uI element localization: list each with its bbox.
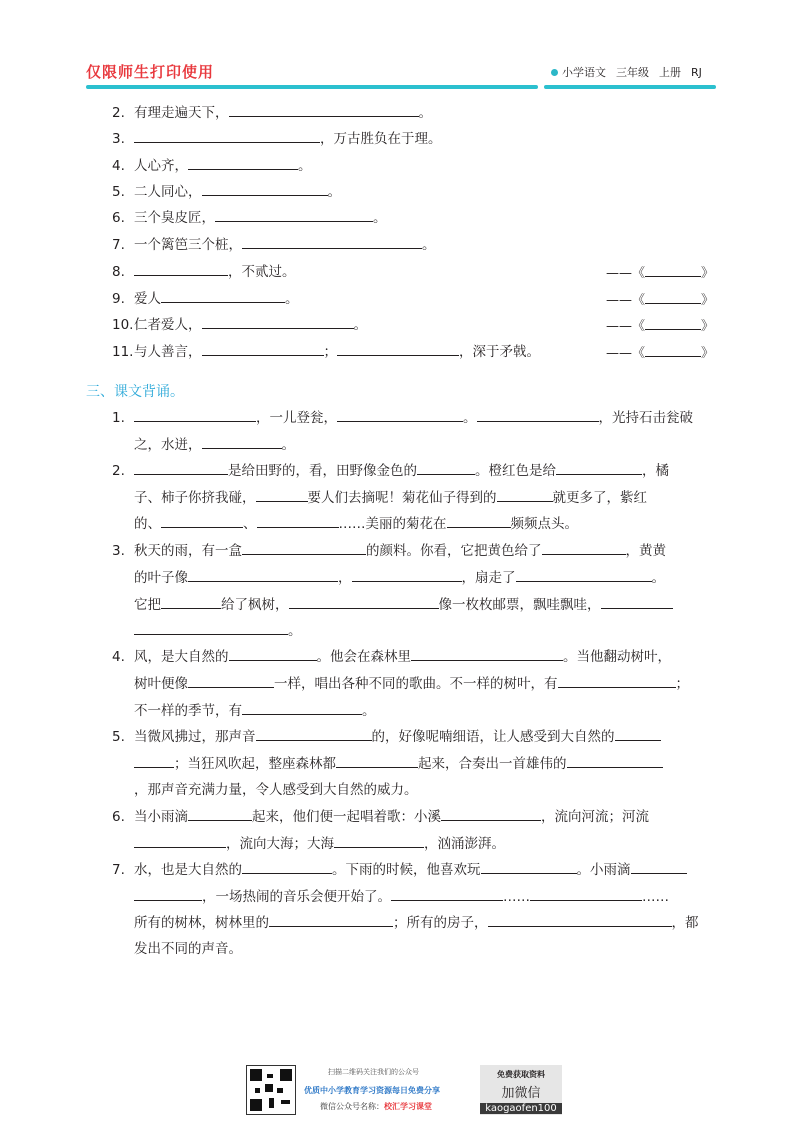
header-subject: 小学语文 [562, 66, 606, 79]
answer-blank[interactable] [567, 753, 663, 768]
recite-q1-line2: 之，水迸， 。 [134, 434, 295, 455]
answer-blank[interactable] [202, 434, 282, 449]
header-grade: 三年级 [616, 66, 649, 79]
answer-blank[interactable] [558, 673, 676, 688]
recite-q4-line3: 不一样的季节，有 。 [134, 700, 376, 721]
recite-q4-line2: 树叶便像 一样，唱出各种不同的歌曲。不一样的树叶，有 ； [134, 673, 689, 694]
answer-blank[interactable] [542, 540, 626, 555]
wechat-badge: 免费获取资料 加微信 kaogaofen100 [480, 1065, 562, 1115]
answer-blank[interactable] [242, 234, 422, 249]
answer-blank[interactable] [134, 407, 256, 422]
answer-blank[interactable] [417, 460, 475, 475]
answer-blank[interactable] [530, 886, 642, 901]
proverb-item: 5. 二人同心， 。 [112, 181, 341, 202]
answer-blank[interactable] [631, 859, 687, 874]
proverb-item: 11.与人善言， ； ，深于矛戟。 [112, 341, 540, 362]
answer-blank[interactable] [242, 700, 362, 715]
answer-blank[interactable] [334, 833, 424, 848]
answer-blank[interactable] [352, 567, 462, 582]
answer-blank[interactable] [256, 726, 372, 741]
answer-blank[interactable] [202, 314, 354, 329]
answer-blank[interactable] [411, 646, 563, 661]
proverb-item: 8. ，不贰过。 [112, 261, 296, 282]
answer-blank[interactable] [134, 753, 174, 768]
recite-q7-line2: ，一场热闹的音乐会便开始了。 …… …… [134, 886, 669, 907]
answer-blank[interactable] [134, 128, 320, 143]
answer-blank[interactable] [477, 407, 599, 422]
recite-q7-line3: 所有的树林，树林里的 ；所有的房子， ，都 [134, 912, 699, 933]
answer-blank[interactable] [256, 487, 308, 502]
source-blank: ——《 》 [606, 289, 714, 308]
answer-blank[interactable] [337, 341, 459, 356]
source-blank: ——《 》 [606, 342, 714, 361]
footer-scan-text: 扫描二维码关注我们的公众号 [328, 1068, 419, 1076]
answer-blank[interactable] [488, 912, 672, 927]
answer-blank[interactable] [188, 155, 298, 170]
answer-blank[interactable] [134, 886, 202, 901]
proverb-item: 7. 一个篱笆三个桩， 。 [112, 234, 436, 255]
answer-blank[interactable] [229, 646, 317, 661]
header-divider-left [86, 85, 538, 89]
answer-blank[interactable] [134, 833, 226, 848]
recite-q7-line1: 7. 水，也是大自然的 。下雨的时候，他喜欢玩 。小雨滴 [112, 859, 687, 880]
answer-blank[interactable] [601, 594, 673, 609]
answer-blank[interactable] [161, 288, 285, 303]
answer-blank[interactable] [215, 207, 373, 222]
answer-blank[interactable] [336, 753, 418, 768]
answer-blank[interactable] [242, 859, 332, 874]
section-title: 三、课文背诵。 [86, 384, 184, 400]
answer-blank[interactable] [134, 620, 288, 635]
recite-q6-line2: ，流向大海；大海 ，汹涌澎湃。 [134, 833, 505, 854]
answer-blank[interactable] [161, 513, 243, 528]
qr-code-icon [246, 1065, 296, 1115]
recite-q2-line3: 的、 、 ……美丽的菊花在 频频点头。 [134, 513, 578, 534]
answer-blank[interactable] [481, 859, 577, 874]
proverb-item: 9. 爱人 。 [112, 288, 299, 309]
answer-blank[interactable] [134, 261, 228, 276]
recite-q3-line2: 的叶子像 ， ，扇走了 。 [134, 567, 665, 588]
answer-blank[interactable] [516, 567, 652, 582]
answer-blank[interactable] [161, 594, 221, 609]
proverb-item: 10.仁者爱人， 。 [112, 314, 367, 335]
answer-blank[interactable] [188, 567, 338, 582]
answer-blank[interactable] [257, 513, 339, 528]
header-edition: RJ [691, 65, 702, 79]
answer-blank[interactable] [497, 487, 553, 502]
header-info [551, 64, 702, 80]
answer-blank[interactable] [447, 513, 511, 528]
recite-q2-line1: 2. 是给田野的，看，田野像金色的 。橙红色是给 ，橘 [112, 460, 669, 481]
proverb-item: 6. 三个臭皮匠， 。 [112, 207, 387, 228]
recite-q1-line1: 1. ，一儿登瓮， 。 ，光持石击瓮破 [112, 407, 693, 428]
recite-q7-line4: 发出不同的声音。 [134, 941, 242, 957]
recite-q3-line4: 。 [134, 620, 302, 641]
answer-blank[interactable] [202, 341, 324, 356]
recite-q6-line1: 6. 当小雨滴 起来，他们便一起唱着歌：小溪 ，流向河流；河流 [112, 806, 649, 827]
answer-blank[interactable] [269, 912, 393, 927]
proverb-item: 2. 有理走遍天下， 。 [112, 102, 432, 123]
header-title: 仅限师生打印使用 [86, 63, 215, 81]
recite-q4-line1: 4. 风，是大自然的 。他会在森林里 。当他翻动树叶， [112, 646, 671, 667]
answer-blank[interactable] [188, 806, 252, 821]
footer-wechat: 微信公众号名称：校汇学习课堂 [320, 1102, 432, 1111]
answer-blank[interactable] [441, 806, 541, 821]
answer-blank[interactable] [202, 181, 328, 196]
recite-q2-line2: 子、柿子你挤我碰， 要人们去摘呢！菊花仙子得到的 就更多了，紫红 [134, 487, 647, 508]
footer-promo [246, 1065, 566, 1117]
source-blank: ——《 》 [606, 315, 714, 334]
header-divider-right [544, 85, 716, 89]
proverb-item: 3. ，万古胜负在于理。 [112, 128, 442, 149]
recite-q3-line1: 3. 秋天的雨，有一盒 的颜料。你看，它把黄色给了 ，黄黄 [112, 540, 666, 561]
source-blank: ——《 》 [606, 262, 714, 281]
answer-blank[interactable] [556, 460, 642, 475]
answer-blank[interactable] [289, 594, 439, 609]
answer-blank[interactable] [391, 886, 503, 901]
recite-q5-line3: ，那声音充满力量，令人感受到大自然的威力。 [134, 782, 418, 798]
footer-promo-text: 优质中小学教育学习资源每日免费分享 [304, 1086, 440, 1095]
recite-q5-line2: ；当狂风吹起，整座森林都 起来，合奏出一首雄伟的 [134, 753, 663, 774]
answer-blank[interactable] [242, 540, 366, 555]
answer-blank[interactable] [188, 673, 274, 688]
bullet-icon [551, 69, 558, 76]
recite-q3-line3: 它把 给了枫树， 像一枚枚邮票，飘哇飘哇， [134, 594, 673, 615]
header-volume: 上册 [659, 66, 681, 79]
proverb-item: 4. 人心齐， 。 [112, 155, 312, 176]
answer-blank[interactable] [229, 102, 419, 117]
recite-q5-line1: 5. 当微风拂过，那声音 的，好像呢喃细语，让人感受到大自然的 [112, 726, 661, 747]
answer-blank[interactable] [615, 726, 661, 741]
answer-blank[interactable] [337, 407, 463, 422]
answer-blank[interactable] [134, 460, 228, 475]
